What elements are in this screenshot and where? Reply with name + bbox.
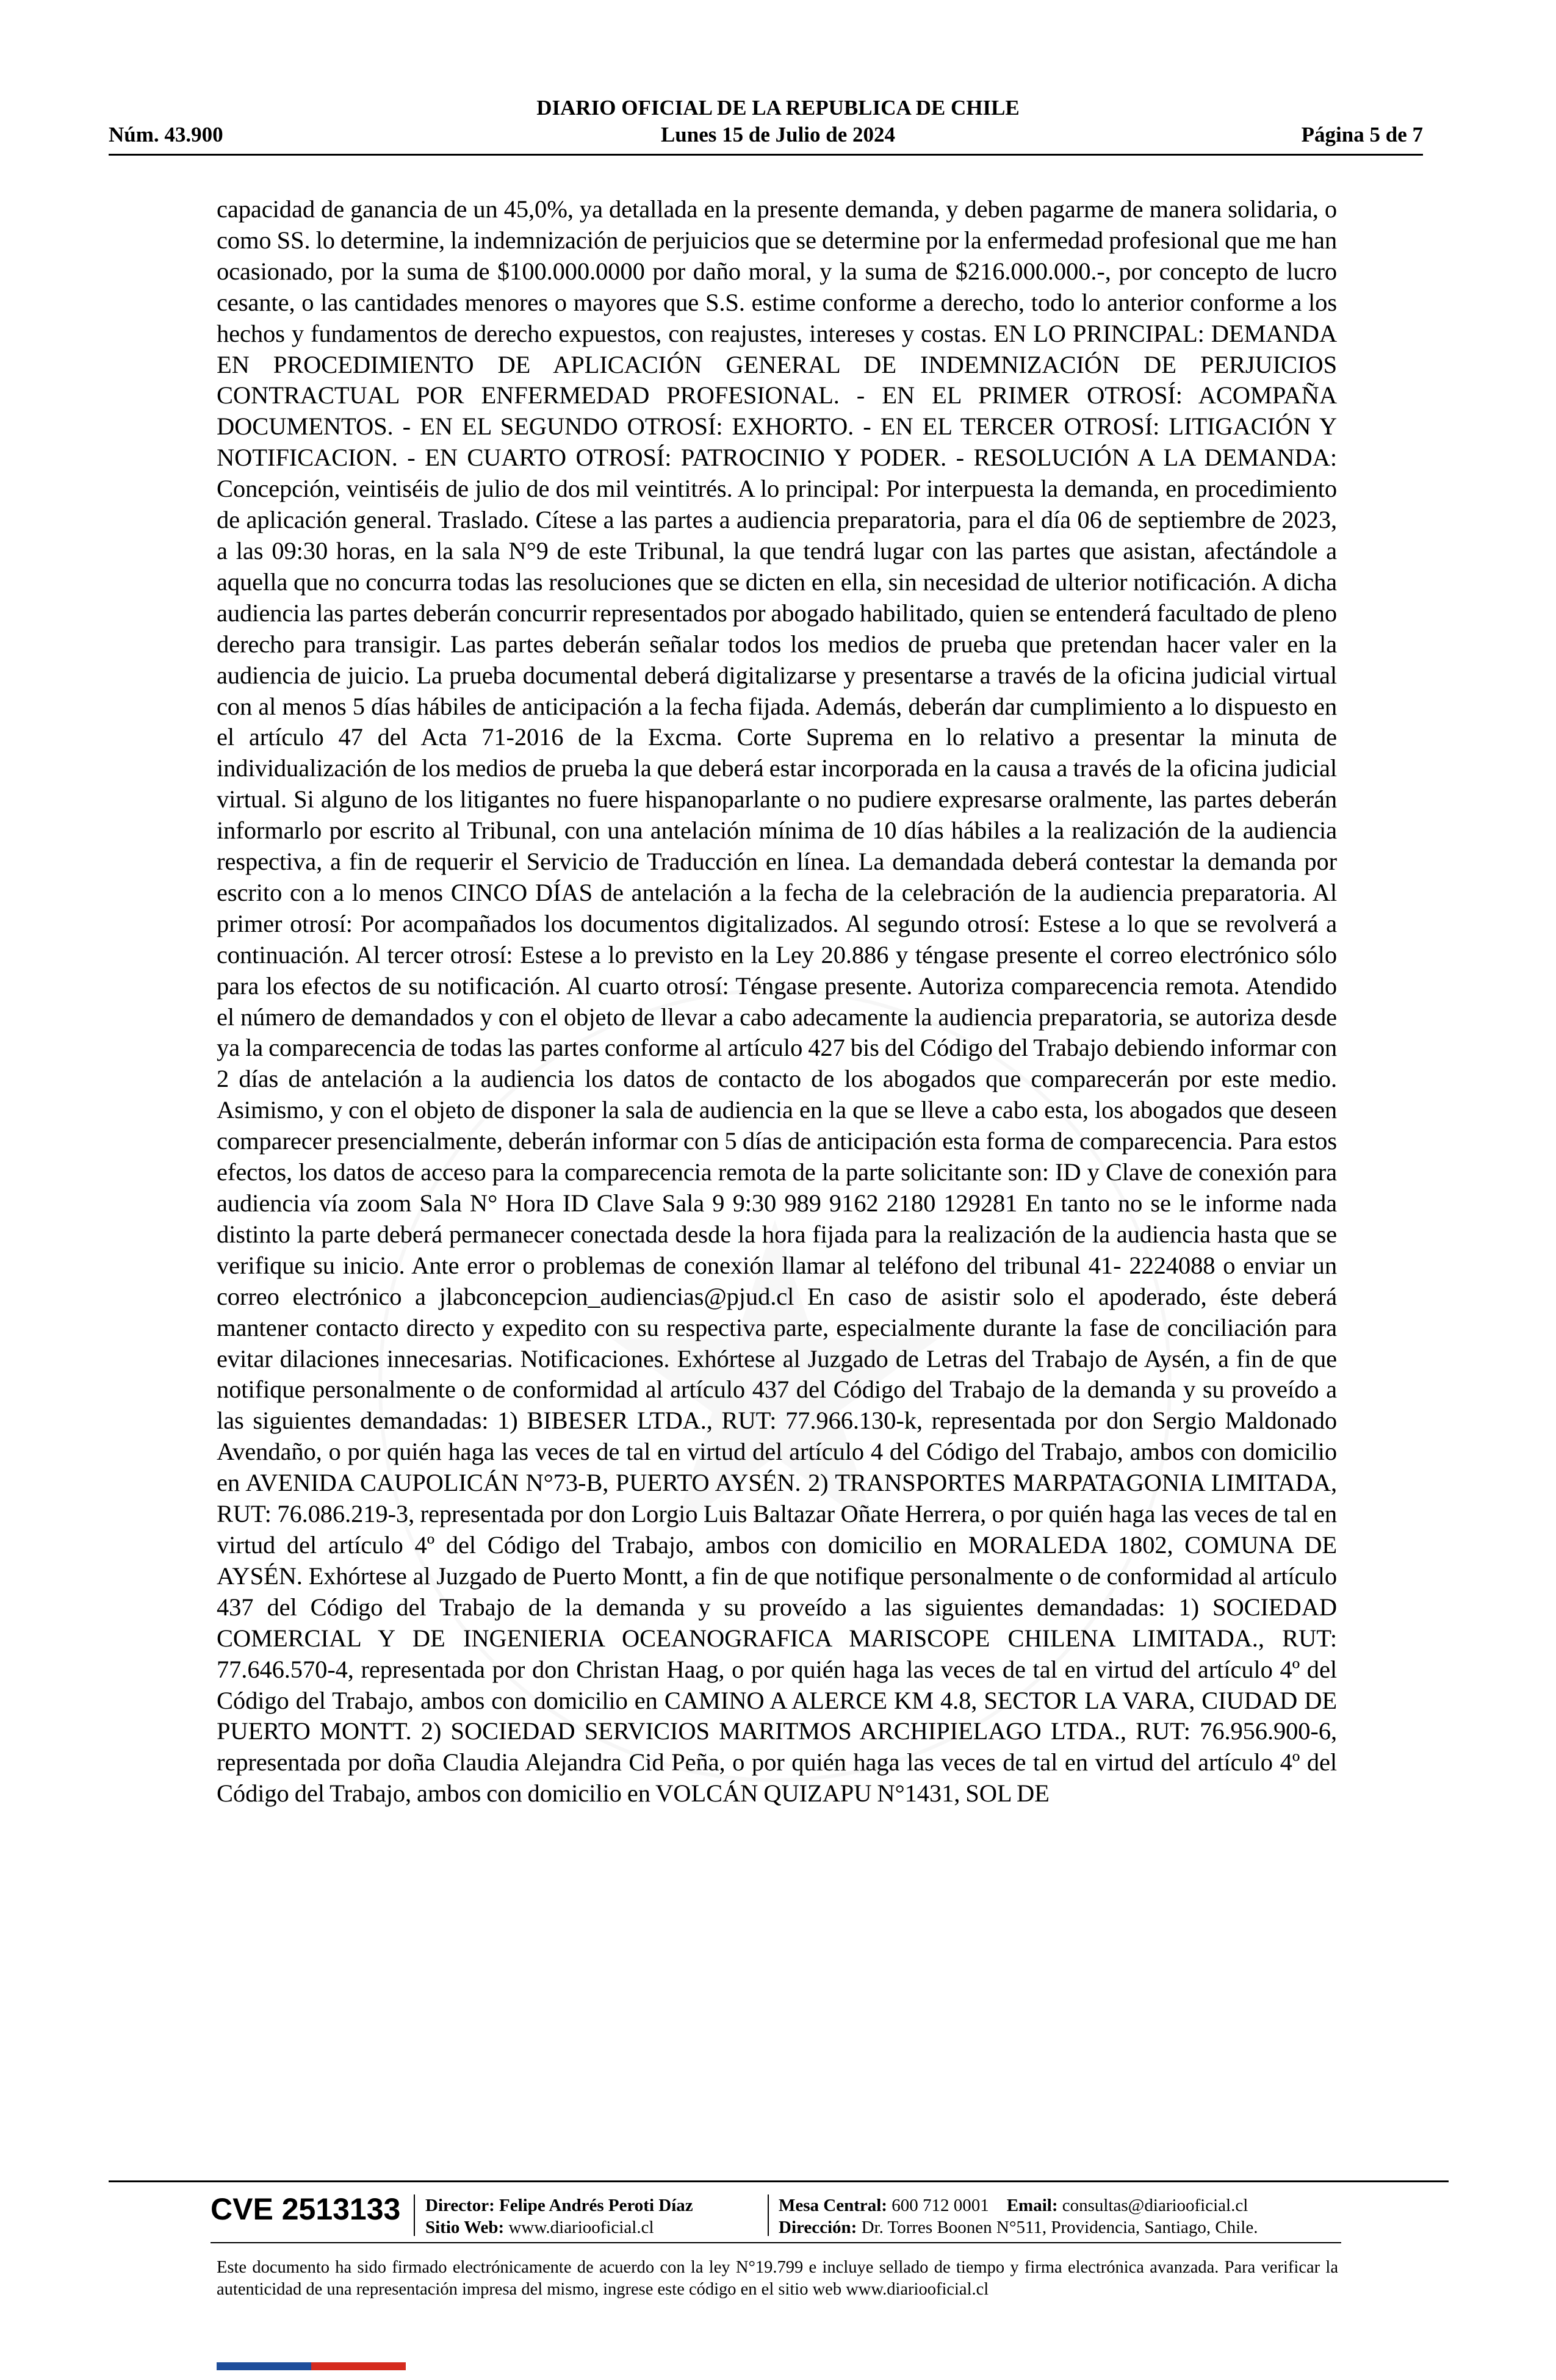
header-divider: [109, 154, 1423, 156]
footer-contact-block: [779, 2194, 1258, 2238]
email-link[interactable]: consultas@diariooficial.cl: [1062, 2196, 1248, 2215]
website-link[interactable]: www.diariooficial.cl: [508, 2218, 654, 2237]
page-indicator: Página 5 de 7: [1301, 123, 1423, 146]
address-label: Dirección:: [779, 2218, 857, 2237]
publication-title: DIARIO OFICIAL DE LA REPUBLICA DE CHILE: [536, 96, 1020, 120]
issue-date: Lunes 15 de Julio de 2024: [660, 123, 896, 146]
issue-number: Núm. 43.900: [109, 123, 223, 146]
footer-director-block: [425, 2194, 693, 2238]
flag-blue-band: [217, 2362, 311, 2370]
footer-divider: [109, 2180, 1449, 2182]
footer-inner-divider: [211, 2242, 1341, 2243]
flag-stripe: [217, 2362, 406, 2370]
mesa-phone: 600 712 0001: [891, 2196, 989, 2215]
address-value: Dr. Torres Boonen N°511, Providencia, Santiago, Chile.: [861, 2218, 1258, 2237]
email-label: Email:: [1006, 2196, 1058, 2215]
signature-notice: Este documento ha sido firmado electrónicamente de acuerdo con la ley N°19.799 e incluye sellado de tiempo y firma electrónica avanzada. Para verificar la autenticidad de una representación impresa del mismo, ingrese este código en el sitio web www.diariooficial.cl: [217, 2258, 1338, 2299]
footer-separator: [414, 2194, 415, 2236]
footer-separator: [768, 2194, 769, 2236]
director-name: Felipe Andrés Peroti Díaz: [499, 2196, 693, 2215]
cve-code: CVE 2513133: [211, 2192, 401, 2226]
director-label: Director:: [425, 2196, 495, 2215]
mesa-label: Mesa Central:: [779, 2196, 887, 2215]
body-paragraph: capacidad de ganancia de un 45,0%, ya detallada en la presente demanda, y deben pagarme de manera solidaria, o como SS. lo determine, la indemnización de perjuicios que se determine por la enfermedad profesional que me han ocasionado, por la suma de $100.000.0000 por daño moral, y la suma de $216.000.000.-, por concepto de lucro cesante, o las cantidades menores o mayores que S.S. estime conforme a derecho, todo lo anterior conforme a los hechos y fundamentos de derecho expuestos, con reajustes, intereses y costas. EN LO PRINCIPAL: DEMANDA EN PROCEDIMIENTO DE APLICACIÓN GENERAL DE INDEMNIZACIÓN DE PERJUICIOS CONTRACTUAL POR ENFERMEDAD PROFESIONAL. - EN EL PRIMER OTROSÍ: ACOMPAÑA DOCUMENTOS. - EN EL SEGUNDO OTROSÍ: EXHORTO. - EN EL TERCER OTROSÍ: LITIGACIÓN Y NOTIFICACION. - EN CUARTO OTROSÍ: PATROCINIO Y PODER. - RESOLUCIÓN A LA DEMANDA: Concepción, veintiséis de julio de dos mil veintitrés. A lo principal: Por interpuesta la demanda, en procedimiento de aplicación general. Traslado. Cítese a las partes a audiencia preparatoria, para el día 06 de septiembre de 2023, a las 09:30 horas, en la sala N°9 de este Tribunal, la que tendrá lugar con las partes que asistan, afectándole a aquella que no concurra todas las resoluciones que se dicten en ella, sin necesidad de ulterior notificación. A dicha audiencia las partes deberán concurrir representados por abogado habilitado, quien se entenderá facultado de pleno derecho para transigir. Las partes deberán señalar todos los medios de prueba que pretendan hacer valer en la audiencia de juicio. La prueba documental deberá digitalizarse y presentarse a través de la oficina judicial virtual con al menos 5 días hábiles de anticipación a la fecha fijada. Además, deberán dar cumplimiento a lo dispuesto en el artículo 47 del Acta 71-2016 de la Excma. Corte Suprema en lo relativo a presentar la minuta de individualización de los medios de prueba la que deberá estar incorporada en la causa a través de la oficina judicial virtual. Si alguno de los litigantes no fuere hispanoparlante o no pudiere expresarse oralmente, las partes deberán informarlo por escrito al Tribunal, con una antelación mínima de 10 días hábiles a la realización de la audiencia respectiva, a fin de requerir el Servicio de Traducción en línea. La demandada deberá contestar la demanda por escrito con a lo menos CINCO DÍAS de antelación a la fecha de la celebración de la audiencia preparatoria. Al primer otrosí: Por acompañados los documentos digitalizados. Al segundo otrosí: Estese a lo que se revolverá a continuación. Al tercer otrosí: Estese a lo previsto en la Ley 20.886 y téngase presente el correo electrónico sólo para los efectos de su notificación. Al cuarto otrosí: Téngase presente. Autoriza comparecencia remota. Atendido el número de demandados y con el objeto de llevar a cabo adecamente la audiencia preparatoria, se autoriza desde ya la comparecencia de todas las partes conforme al artículo 427 bis del Código del Trabajo debiendo informar con 2 días de antelación a la audiencia los datos de contacto de los abogados que comparecerán por este medio. Asimismo, y con el objeto de disponer la sala de audiencia en la que se lleve a cabo esta, los abogados que deseen comparecer presencialmente, deberán informar con 5 días de anticipación esta forma de comparecencia. Para estos efectos, los datos de acceso para la comparecencia remota de la parte solicitante son: ID y Clave de conexión para audiencia vía zoom Sala N° Hora ID Clave Sala 9 9:30 989 9162 2180 129281 En tanto no se le informe nada distinto la parte deberá permanecer conectada desde la hora fijada para la realización de la audiencia hasta que se verifique su inicio. Ante error o problemas de conexión llamar al teléfono del tribunal 41- 2224088 o enviar un correo electrónico a jlabconcepcion_audiencias@pjud.cl En caso de asistir solo el apoderado, éste deberá mantener contacto directo y expedito con su respectiva parte, especialmente durante la fase de conciliación para evitar dilaciones innecesarias. Notificaciones. Exhórtese al Juzgado de Letras del Trabajo de Aysén, a fin de que notifique personalmente o de conformidad al artículo 437 del Código del Trabajo de la demanda y su proveído a las siguientes demandadas: 1) BIBESER LTDA., RUT: 77.966.130-k, representada por don Sergio Maldonado Avendaño, o por quién haga las veces de tal en virtud del artículo 4 del Código del Trabajo, ambos con domicilio en AVENIDA CAUPOLICÁN N°73-B, PUERTO AYSÉN. 2) TRANSPORTES MARPATAGONIA LIMITADA, RUT: 76.086.219-3, representada por don Lorgio Luis Baltazar Oñate Herrera, o por quién haga las veces de tal en virtud del artículo 4º del Código del Trabajo, ambos con domicilio en MORALEDA 1802, COMUNA DE AYSÉN. Exhórtese al Juzgado de Puerto Montt, a fin de que notifique personalmente o de conformidad al artículo 437 del Código del Trabajo de la demanda y su proveído a las siguientes demandadas: 1) SOCIEDAD COMERCIAL Y DE INGENIERIA OCEANOGRAFICA MARISCOPE CHILENA LIMITADA., RUT: 77.646.570-4, representada por don Christan Haag, o por quién haga las veces de tal en virtud del artículo 4º del Código del Trabajo, ambos con domicilio en CAMINO A ALERCE KM 4.8, SECTOR LA VARA, CIUDAD DE PUERTO MONTT. 2) SOCIEDAD SERVICIOS MARITMOS ARCHIPIELAGO LTDA., RUT: 76.956.900-6, representada por doña Claudia Alejandra Cid Peña, o por quién haga las veces de tal en virtud del artículo 4º del Código del Trabajo, ambos con domicilio en VOLCÁN QUIZAPU N°1431, SOL DE: [217, 195, 1337, 1808]
website-label: Sitio Web:: [425, 2218, 505, 2237]
flag-red-band: [311, 2362, 406, 2370]
document-body: [217, 194, 1337, 2122]
